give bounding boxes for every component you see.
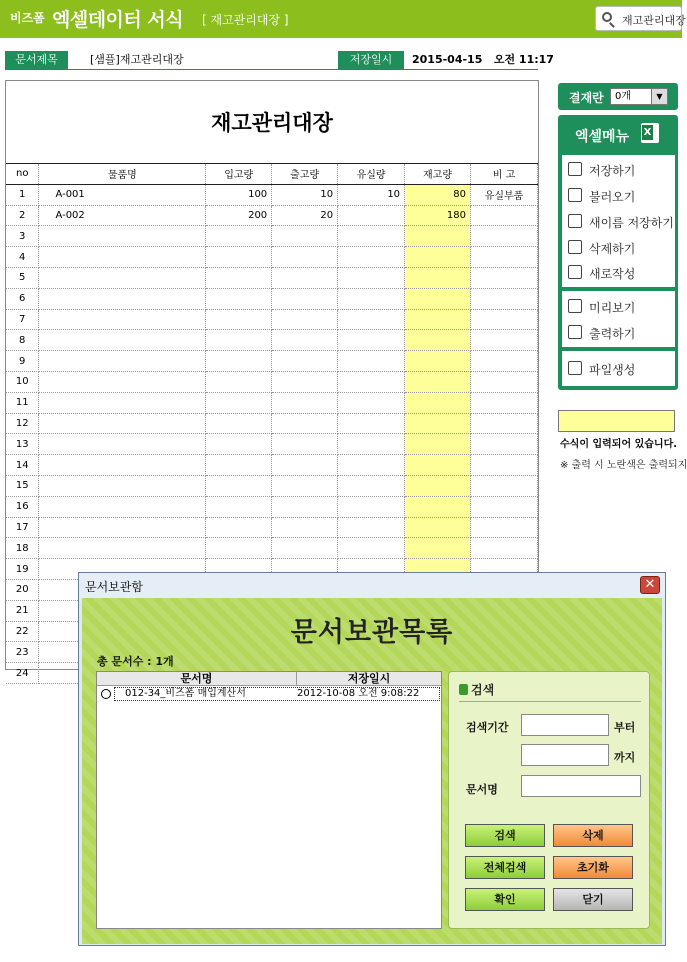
folder-icon bbox=[568, 361, 582, 375]
table-cell[interactable] bbox=[272, 330, 338, 351]
table-cell[interactable] bbox=[470, 455, 537, 476]
archive-dialog bbox=[78, 572, 666, 946]
table-cell[interactable] bbox=[39, 538, 206, 559]
excel-menu-title: 엑셀메뉴 bbox=[575, 129, 630, 145]
table-cell[interactable]: 10 bbox=[272, 184, 338, 205]
saved-label: 저장일시 bbox=[338, 51, 404, 69]
menu-item-save[interactable] bbox=[562, 157, 675, 182]
table-cell[interactable] bbox=[338, 205, 405, 226]
chevron-down-icon[interactable]: ▼ bbox=[651, 89, 667, 104]
table-cell[interactable]: 180 bbox=[405, 205, 471, 226]
document-name: 012-34_비즈폼 매입계산서 bbox=[125, 688, 246, 699]
dialog-title: 문서보관함 bbox=[85, 580, 143, 594]
table-cell[interactable]: 13 bbox=[6, 434, 39, 455]
table-cell[interactable] bbox=[206, 226, 272, 247]
table-cell[interactable] bbox=[206, 330, 272, 351]
table-cell[interactable] bbox=[272, 267, 338, 288]
table-cell[interactable] bbox=[405, 496, 471, 517]
table-cell[interactable] bbox=[272, 517, 338, 538]
table-cell[interactable]: 6 bbox=[6, 288, 39, 309]
table-cell[interactable] bbox=[470, 413, 537, 434]
table-cell[interactable]: A-002 bbox=[39, 205, 206, 226]
table-cell[interactable] bbox=[470, 247, 537, 268]
table-cell[interactable] bbox=[405, 267, 471, 288]
table-cell[interactable] bbox=[272, 413, 338, 434]
table-cell[interactable] bbox=[206, 434, 272, 455]
table-cell[interactable] bbox=[338, 288, 405, 309]
table-cell[interactable]: 4 bbox=[6, 247, 39, 268]
table-row bbox=[6, 330, 538, 351]
table-cell[interactable] bbox=[39, 517, 206, 538]
formula-note: 수식이 입력되어 있습니다. bbox=[560, 439, 678, 450]
page-subtitle: [ 재고관리대장 ] bbox=[202, 13, 289, 27]
table-cell[interactable] bbox=[338, 413, 405, 434]
excel-menu-header bbox=[558, 115, 678, 153]
period-to-input[interactable] bbox=[521, 744, 609, 766]
table-cell[interactable] bbox=[338, 309, 405, 330]
app-header bbox=[0, 0, 686, 38]
table-cell[interactable] bbox=[470, 351, 537, 372]
table-cell[interactable] bbox=[338, 247, 405, 268]
table-cell[interactable] bbox=[206, 392, 272, 413]
dialog-titlebar bbox=[79, 573, 665, 598]
divider bbox=[459, 701, 641, 702]
table-row bbox=[6, 371, 538, 392]
table-cell[interactable] bbox=[272, 247, 338, 268]
menu-group-print bbox=[562, 291, 675, 347]
table-cell[interactable] bbox=[39, 351, 206, 372]
table-cell[interactable] bbox=[272, 288, 338, 309]
table-cell[interactable]: 유실부품 bbox=[470, 184, 537, 205]
table-cell[interactable] bbox=[206, 267, 272, 288]
table-cell[interactable] bbox=[39, 288, 206, 309]
table-cell[interactable] bbox=[338, 455, 405, 476]
table-cell[interactable]: 18 bbox=[6, 538, 39, 559]
table-cell[interactable]: 20 bbox=[272, 205, 338, 226]
table-row bbox=[6, 247, 538, 268]
table-cell[interactable] bbox=[39, 475, 206, 496]
search-icon bbox=[602, 12, 612, 22]
table-cell[interactable] bbox=[206, 496, 272, 517]
table-cell[interactable] bbox=[206, 455, 272, 476]
table-cell[interactable]: 11 bbox=[6, 392, 39, 413]
excel-menu bbox=[558, 115, 678, 390]
refresh-doc-icon bbox=[568, 265, 582, 279]
document-count: 총 문서수 : 1개 bbox=[97, 655, 174, 668]
table-cell[interactable] bbox=[39, 226, 206, 247]
table-cell[interactable] bbox=[272, 371, 338, 392]
table-row bbox=[6, 205, 538, 226]
docname-input[interactable] bbox=[521, 775, 641, 797]
table-row bbox=[6, 496, 538, 517]
table-cell[interactable] bbox=[272, 455, 338, 476]
table-cell[interactable]: 9 bbox=[6, 351, 39, 372]
search-text: 재고관리대장 bbox=[622, 14, 686, 27]
table-cell[interactable] bbox=[470, 371, 537, 392]
menu-item-label: 새로작성 bbox=[589, 267, 636, 281]
close-button[interactable]: 닫기 bbox=[553, 888, 633, 911]
table-cell[interactable] bbox=[338, 351, 405, 372]
menu-item-label: 불러오기 bbox=[589, 190, 636, 204]
table-row bbox=[6, 538, 538, 559]
column-header: 출고량 bbox=[272, 164, 338, 185]
divider bbox=[5, 69, 538, 70]
menu-item-create-file[interactable] bbox=[562, 356, 675, 381]
table-cell[interactable] bbox=[272, 496, 338, 517]
table-cell[interactable] bbox=[405, 475, 471, 496]
table-cell[interactable] bbox=[338, 538, 405, 559]
table-cell[interactable] bbox=[405, 226, 471, 247]
table-cell[interactable] bbox=[405, 413, 471, 434]
table-cell[interactable] bbox=[39, 413, 206, 434]
approval-select[interactable] bbox=[610, 88, 668, 105]
new-file-icon bbox=[568, 214, 582, 228]
search-all-button[interactable]: 전체검색 bbox=[465, 856, 545, 879]
excel-icon bbox=[641, 123, 659, 143]
table-cell[interactable] bbox=[470, 267, 537, 288]
table-cell[interactable] bbox=[338, 226, 405, 247]
table-cell[interactable] bbox=[39, 496, 206, 517]
download-icon bbox=[568, 188, 582, 202]
table-cell[interactable] bbox=[405, 517, 471, 538]
table-cell[interactable] bbox=[470, 496, 537, 517]
menu-item-label: 출력하기 bbox=[589, 327, 636, 341]
table-row bbox=[6, 351, 538, 372]
table-cell[interactable] bbox=[272, 392, 338, 413]
menu-item-label: 저장하기 bbox=[589, 164, 636, 178]
ok-button[interactable]: 확인 bbox=[465, 888, 545, 911]
table-cell[interactable] bbox=[338, 517, 405, 538]
table-cell[interactable]: 21 bbox=[6, 600, 39, 621]
table-cell[interactable]: 80 bbox=[405, 184, 471, 205]
delete-button[interactable]: 삭제 bbox=[553, 824, 633, 847]
table-cell[interactable]: 22 bbox=[6, 621, 39, 642]
table-cell[interactable] bbox=[405, 288, 471, 309]
table-cell[interactable] bbox=[338, 330, 405, 351]
reset-button[interactable]: 초기화 bbox=[553, 856, 633, 879]
table-cell[interactable] bbox=[39, 434, 206, 455]
table-row bbox=[6, 392, 538, 413]
table-cell[interactable] bbox=[206, 475, 272, 496]
table-cell[interactable] bbox=[405, 330, 471, 351]
table-cell[interactable] bbox=[470, 517, 537, 538]
table-cell[interactable]: 1 bbox=[6, 184, 39, 205]
table-cell[interactable] bbox=[272, 351, 338, 372]
table-cell[interactable] bbox=[39, 392, 206, 413]
period-label: 검색기간 bbox=[466, 721, 509, 734]
menu-item-delete[interactable] bbox=[562, 235, 675, 260]
table-row bbox=[6, 184, 538, 205]
table-cell[interactable] bbox=[206, 413, 272, 434]
menu-item-open[interactable] bbox=[562, 183, 675, 208]
table-cell[interactable] bbox=[405, 247, 471, 268]
approval-box bbox=[558, 83, 678, 110]
menu-item-save-as[interactable] bbox=[562, 209, 675, 234]
dialog-heading: 문서보관목록 bbox=[290, 617, 454, 648]
list-header-date[interactable]: 저장일시 bbox=[347, 672, 391, 685]
menu-item-print[interactable] bbox=[562, 320, 675, 345]
table-cell[interactable] bbox=[206, 351, 272, 372]
table-cell[interactable] bbox=[39, 247, 206, 268]
menu-item-preview[interactable] bbox=[562, 294, 675, 319]
docname-label: 문서명 bbox=[466, 783, 498, 796]
table-cell[interactable]: 20 bbox=[6, 579, 39, 600]
app-title: 엑셀데이터 서식 bbox=[52, 9, 184, 31]
table-cell[interactable]: 24 bbox=[6, 663, 39, 684]
table-cell[interactable] bbox=[405, 371, 471, 392]
search-button[interactable]: 검색 bbox=[465, 824, 545, 847]
to-label: 까지 bbox=[614, 751, 636, 764]
search-panel bbox=[448, 671, 650, 929]
list-item[interactable] bbox=[97, 686, 441, 702]
table-row bbox=[6, 288, 538, 309]
from-label: 부터 bbox=[614, 721, 636, 734]
document-date: 2012-10-08 오전 9:08:22 bbox=[297, 688, 420, 699]
search-title-text: 검색 bbox=[471, 683, 495, 697]
brand-logo: 비즈폼 bbox=[10, 11, 45, 25]
table-cell[interactable] bbox=[338, 496, 405, 517]
table-cell[interactable] bbox=[405, 392, 471, 413]
table-cell[interactable] bbox=[39, 455, 206, 476]
table-cell[interactable] bbox=[206, 538, 272, 559]
table-row bbox=[6, 475, 538, 496]
column-header: 재고량 bbox=[405, 164, 471, 185]
table-cell[interactable] bbox=[405, 434, 471, 455]
column-header: 유실량 bbox=[338, 164, 405, 185]
table-cell[interactable] bbox=[470, 434, 537, 455]
table-cell[interactable] bbox=[206, 517, 272, 538]
close-icon[interactable]: ✕ bbox=[640, 576, 660, 594]
table-cell[interactable]: 19 bbox=[6, 559, 39, 580]
table-row bbox=[6, 267, 538, 288]
table-cell[interactable]: A-001 bbox=[39, 184, 206, 205]
list-header bbox=[97, 672, 441, 686]
table-cell[interactable]: 23 bbox=[6, 642, 39, 663]
menu-group-export bbox=[562, 351, 675, 386]
column-header: no bbox=[6, 164, 39, 185]
table-cell[interactable]: 12 bbox=[6, 413, 39, 434]
approval-label: 결재란 bbox=[569, 91, 604, 105]
table-cell[interactable]: 17 bbox=[6, 517, 39, 538]
table-cell[interactable] bbox=[39, 267, 206, 288]
table-cell[interactable]: 200 bbox=[206, 205, 272, 226]
column-header: 비 고 bbox=[470, 164, 537, 185]
table-cell[interactable] bbox=[338, 267, 405, 288]
table-cell[interactable] bbox=[39, 309, 206, 330]
menu-group-file bbox=[562, 155, 675, 287]
menu-item-new[interactable] bbox=[562, 260, 675, 285]
menu-item-label: 파일생성 bbox=[589, 363, 636, 377]
table-cell[interactable] bbox=[405, 455, 471, 476]
table-cell[interactable] bbox=[272, 475, 338, 496]
table-cell[interactable] bbox=[272, 309, 338, 330]
table-cell[interactable]: 15 bbox=[6, 475, 39, 496]
yellow-legend-swatch bbox=[558, 410, 675, 432]
table-cell[interactable] bbox=[405, 538, 471, 559]
trash-icon bbox=[568, 240, 582, 254]
table-row bbox=[6, 434, 538, 455]
table-cell[interactable] bbox=[338, 371, 405, 392]
table-cell[interactable] bbox=[470, 205, 537, 226]
table-cell[interactable] bbox=[338, 434, 405, 455]
list-header-name[interactable]: 문서명 bbox=[97, 672, 297, 686]
table-header-row bbox=[6, 164, 538, 185]
table-cell[interactable]: 3 bbox=[6, 226, 39, 247]
table-cell[interactable]: 14 bbox=[6, 455, 39, 476]
table-cell[interactable]: 10 bbox=[338, 184, 405, 205]
table-cell[interactable] bbox=[39, 330, 206, 351]
doc-title-label: 문서제목 bbox=[5, 51, 68, 69]
table-row bbox=[6, 413, 538, 434]
column-header: 물품명 bbox=[39, 164, 206, 185]
column-header: 입고량 bbox=[206, 164, 272, 185]
table-row bbox=[6, 226, 538, 247]
floppy-disk-icon bbox=[568, 162, 582, 176]
table-cell[interactable] bbox=[272, 434, 338, 455]
table-cell[interactable] bbox=[206, 247, 272, 268]
table-cell[interactable] bbox=[470, 392, 537, 413]
dialog-body bbox=[82, 598, 662, 944]
table-cell[interactable]: 16 bbox=[6, 496, 39, 517]
search-input[interactable] bbox=[595, 6, 686, 31]
table-cell[interactable]: 8 bbox=[6, 330, 39, 351]
table-cell[interactable]: 10 bbox=[6, 371, 39, 392]
saved-value: 2015-04-15 오전 11:17 bbox=[412, 53, 554, 66]
document-list bbox=[96, 671, 442, 929]
table-cell[interactable]: 2 bbox=[6, 205, 39, 226]
table-cell[interactable] bbox=[272, 226, 338, 247]
print-note: ※ 출력 시 노란색은 출력되지 bbox=[560, 460, 687, 471]
table-cell[interactable] bbox=[338, 392, 405, 413]
table-cell[interactable] bbox=[272, 538, 338, 559]
bullet-icon bbox=[459, 684, 468, 695]
monitor-icon bbox=[568, 299, 582, 313]
printer-icon bbox=[568, 325, 582, 339]
table-cell[interactable] bbox=[470, 475, 537, 496]
table-cell[interactable] bbox=[405, 351, 471, 372]
table-cell[interactable] bbox=[470, 538, 537, 559]
search-panel-title bbox=[459, 681, 494, 698]
table-cell[interactable] bbox=[405, 309, 471, 330]
approval-value: 0개 bbox=[615, 91, 632, 102]
table-cell[interactable] bbox=[470, 330, 537, 351]
table-cell[interactable] bbox=[470, 288, 537, 309]
table-cell[interactable]: 7 bbox=[6, 309, 39, 330]
table-cell[interactable] bbox=[206, 371, 272, 392]
table-cell[interactable]: 5 bbox=[6, 267, 39, 288]
table-row bbox=[6, 309, 538, 330]
table-cell[interactable]: 100 bbox=[206, 184, 272, 205]
table-cell[interactable] bbox=[206, 288, 272, 309]
sheet-title: 재고관리대장 bbox=[211, 111, 333, 135]
period-from-input[interactable] bbox=[521, 714, 609, 736]
menu-item-label: 새이름 저장하기 bbox=[589, 216, 674, 230]
radio-button[interactable] bbox=[101, 689, 111, 699]
table-cell[interactable] bbox=[338, 475, 405, 496]
table-cell[interactable] bbox=[470, 226, 537, 247]
doc-title-value: [샘플]재고관리대장 bbox=[90, 53, 184, 66]
table-cell[interactable] bbox=[206, 309, 272, 330]
menu-item-label: 미리보기 bbox=[589, 301, 636, 315]
table-cell[interactable] bbox=[39, 371, 206, 392]
table-cell[interactable] bbox=[470, 309, 537, 330]
menu-item-label: 삭제하기 bbox=[589, 242, 636, 256]
table-row bbox=[6, 455, 538, 476]
table-row bbox=[6, 517, 538, 538]
